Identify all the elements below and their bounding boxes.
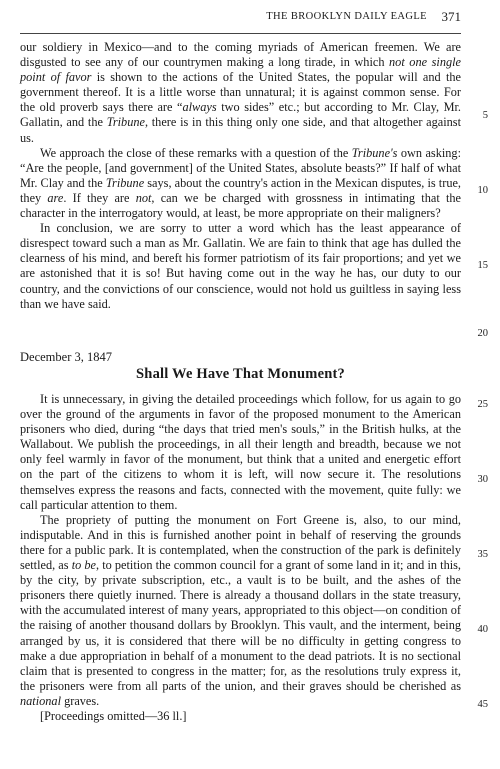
paragraph: In conclusion, we are sorry to utter a word which has the least appearance of disrespect toward such a man as Mr. Gallatin. We are fain to think that age has dulled the clearness of his mind, and bereft his former patriotism of its fair proportions; and yet we are astonished that it is so! But having come out in the way he has, our duty to our country, and the convictions of our conscience, would not hold us guiltless in saying less than we have said.: [20, 221, 461, 311]
line-number: 10: [477, 185, 488, 196]
text-run: , can we be charged with grossness in intimating that the character in the interrogatory would, at least, be more appropriate on their maligners?: [20, 190, 461, 221]
line-number: 40: [477, 624, 488, 635]
line-number: 25: [477, 399, 488, 410]
italic-text: Tribune: [106, 115, 145, 130]
italic-text: Tribune: [105, 175, 145, 190]
text-run: We approach the close of these remarks with a question of the: [40, 145, 352, 160]
running-head: THE BROOKLYN DAILY EAGLE: [266, 11, 427, 22]
article-date: December 3, 1847: [20, 350, 112, 364]
omission-note: [Proceedings omitted—36 ll.]: [40, 708, 187, 723]
article-title: Shall We Have That Monument?: [136, 366, 345, 382]
page-number: 371: [441, 9, 461, 24]
text-run: , to petition the common council for a grant of some land in it; and in this, by the city, by private subscription, etc., a vault is to be built, and the ashes of the prisoners there quietly inurned. There is already a thousand dollars in the state treasury, with the accumulated interest of many years, appropriated to this object—on condition of the raising of another thousand dollars by Brooklyn. This vault, and the interment, being arranged by us, it is considered that there will be no difficulty in getting congress to make a due appropriation in behalf of a monument to the dead patriots. It is no sectional claim that is presented to congress in the matter; for, as the resolutions truly express it, the prisoners were from all parts of the union, and their graves should be cherished as: [20, 558, 461, 693]
article-body: [20, 392, 461, 724]
line-number: 45: [477, 699, 488, 710]
italic-text: not one single point of favor: [20, 55, 461, 85]
italic-text: Tribune's: [351, 145, 398, 160]
line-number: 15: [477, 260, 488, 271]
header-rule: [20, 33, 461, 34]
page-header: [20, 8, 461, 28]
paragraph: It is unnecessary, in giving the detailed proceedings which follow, for us again to go over the ground of the arguments in favor of the proposed monument to the American prisoners who died, during “the days that tried men's souls,” in the British hulks, at the Wallabout. We publish the proceedings, in all their length and breadth, because we not only feel warmly in favor of the monument, but think that a united and energetic effort on the part of the citizens to whom it is left, will now secure it. The resolutions themselves express the reasons and facts, connected with the movement, quite fully: we call particular attention to them.: [20, 392, 461, 512]
text-run: our soldiery in Mexico—and to the coming myriads of American freemen. We are disgusted to see any of our countrymen making a long tirade, in which: [20, 40, 461, 70]
text-run: two sides” etc.; but according to Mr. Clay, Mr. Gallatin, and the: [20, 100, 461, 130]
previous-article-continuation: [20, 40, 461, 312]
italic-text: always: [182, 100, 217, 115]
line-number: 35: [477, 549, 488, 560]
text-run: graves.: [61, 693, 100, 708]
italic-text: are: [47, 190, 64, 205]
italic-text: national: [20, 693, 61, 708]
text-run: says, about the country's action in the Mexican disputes, is true, they: [20, 175, 461, 205]
italic-text: not: [135, 190, 152, 205]
italic-text: to be: [71, 558, 96, 573]
text-run: The propriety of putting the monument on Fort Greene is, also, to our mind, indisputable. And in this is furnished another point in behalf of reserving the grounds there for a public park. It is contemplated, when the construction of the park is definitely settled, as: [20, 512, 461, 573]
paragraph: [20, 146, 461, 221]
line-number: 20: [477, 328, 488, 339]
line-number: 30: [477, 474, 488, 485]
text-run: own asking: “Are the people, [and government] of the United States, absolute beasts?” If half of what Mr. Clay and the: [20, 145, 461, 190]
paragraph: [20, 513, 461, 709]
paragraph: [20, 40, 461, 146]
line-number: 5: [482, 110, 488, 121]
text-run: . If they are: [63, 190, 136, 205]
text-run: is shown to the actions of the United States, the popular will and the government thereof. It is a little worse than unnatural; it is against common sense. For the old proverb says there are “: [20, 70, 461, 115]
text-run: , there is in this thing only one side, and that altogether against us.: [20, 115, 461, 145]
